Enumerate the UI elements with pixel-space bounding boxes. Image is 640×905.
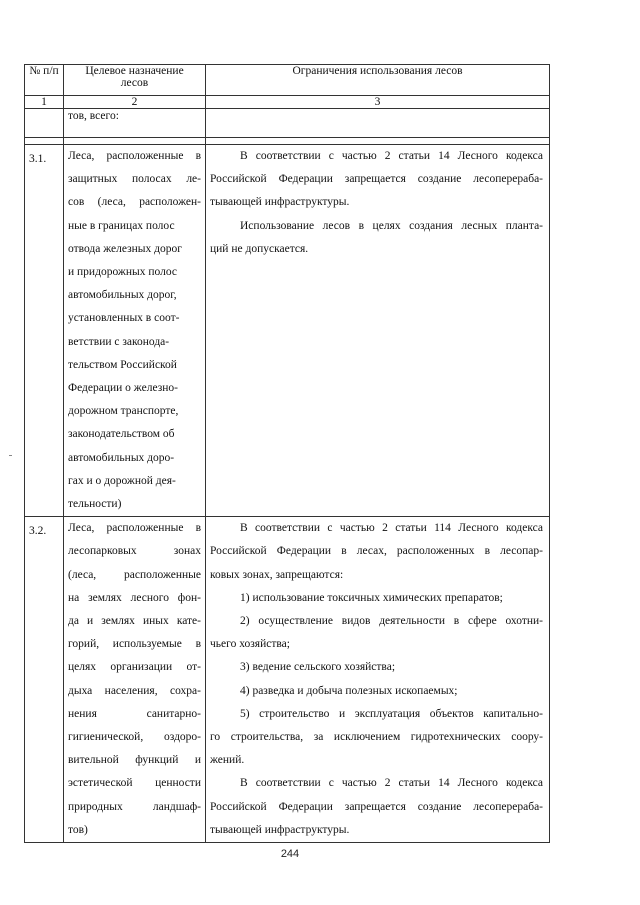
restriction-paragraph — [210, 703, 543, 773]
purpose-line: отвода железных дорог — [68, 242, 182, 255]
restriction-line: жений. — [210, 754, 245, 767]
purpose-line: установленных в соот- — [68, 312, 180, 325]
purpose-line: нения санитарно- — [68, 707, 201, 720]
purpose-line: лесопарковых зонах — [68, 545, 201, 558]
continuation-purpose-cell — [64, 109, 206, 138]
purpose-line: дыха населения, сохра- — [68, 684, 201, 697]
purpose-line: сов (леса, расположен- — [68, 196, 201, 209]
restriction-paragraph — [210, 215, 543, 261]
purpose-line: природных ландшаф- — [68, 800, 201, 813]
purpose-line: Леса, расположенные в — [68, 150, 201, 162]
col-number-2: 2 — [64, 96, 206, 109]
restrictions-table — [24, 64, 550, 843]
forest-purpose-cell — [64, 517, 206, 843]
restrictions-cell — [206, 517, 550, 843]
restriction-paragraph — [210, 517, 543, 587]
purpose-line: автомобильных дорог, — [68, 289, 177, 302]
restriction-line: ций не допускается. — [210, 242, 309, 255]
continuation-restrictions-cell — [206, 109, 550, 138]
purpose-line: гах и о дорожной дея- — [68, 474, 176, 487]
restriction-line: чьего хозяйства; — [210, 638, 290, 651]
restriction-line: тывающей инфраструктуры. — [210, 196, 350, 209]
restriction-line: Российской Федерации запрещается создание лесоперераба- — [210, 173, 543, 186]
purpose-line: ветствии с законода- — [68, 335, 170, 348]
restriction-line: го строительства, за исключением гидротехнических соору- — [210, 731, 543, 744]
restriction-line: тывающей инфраструктуры. — [210, 823, 350, 836]
header-number-cell — [25, 65, 64, 96]
restriction-line: В соответствии с частью 2 статьи 14 Лесного кодекса — [240, 150, 543, 162]
purpose-line: ные в границах полос — [68, 219, 175, 232]
purpose-line: вительной функций и — [68, 754, 201, 767]
purpose-line: тов) — [68, 823, 88, 836]
restriction-paragraph — [210, 610, 543, 656]
header-col3-label: Ограничения использования лесов — [292, 65, 463, 77]
restriction-line: 1) использование токсичных химических препаратов; — [240, 591, 503, 604]
restriction-line: Российской Федерации в лесах, расположенных в лесопар- — [210, 545, 543, 558]
purpose-line: защитных полосах ле- — [68, 173, 201, 186]
restriction-paragraph — [210, 656, 543, 679]
restriction-line: 5) строительство и эксплуатация объектов капитально- — [240, 707, 543, 720]
forest-purpose-cell — [64, 145, 206, 517]
purpose-line: да и землях иных кате- — [68, 615, 201, 628]
col-number-3: 3 — [206, 96, 550, 109]
purpose-line: Федерации о железно- — [68, 382, 178, 395]
purpose-line: автомобильных доро- — [68, 451, 175, 464]
page-number: 244 — [280, 848, 300, 860]
purpose-line: (леса, расположенные — [68, 568, 201, 581]
restriction-line: Российской Федерации запрещается создание лесоперераба- — [210, 800, 543, 813]
purpose-line: горий, используемые в — [68, 638, 201, 651]
continuation-text: тов, всего: — [68, 110, 119, 122]
spacer-cell — [64, 138, 206, 145]
header-purpose-cell — [64, 65, 206, 96]
header-col1-label: № п/п — [29, 65, 59, 77]
purpose-line: законодательством об — [68, 428, 175, 441]
purpose-line: на землях лесного фон- — [68, 591, 201, 604]
table-row-3-1 — [25, 145, 550, 517]
continuation-num-cell — [25, 109, 64, 138]
restriction-line: В соответствии с частью 2 статьи 114 Лесного кодекса — [240, 522, 543, 535]
restrictions-cell — [206, 145, 550, 517]
restriction-line: 4) разведка и добыча полезных ископаемых; — [240, 684, 458, 697]
restriction-line: Использование лесов в целях создания лесных планта- — [240, 219, 543, 232]
restriction-paragraph — [210, 587, 543, 610]
spacer-row — [25, 138, 550, 145]
purpose-line: Леса, расположенные в — [68, 522, 201, 535]
restriction-line: 2) осуществление видов деятельности в сфере охотни- — [240, 615, 543, 628]
column-number-row — [25, 96, 550, 109]
purpose-line: целях организации от- — [68, 661, 201, 674]
spacer-cell — [25, 138, 64, 145]
restriction-paragraph — [210, 680, 543, 703]
restriction-line: ковых зонах, запрещаются: — [210, 568, 344, 581]
table-header-row — [25, 65, 550, 96]
header-col2-label: Целевое назначение лесов — [85, 65, 184, 89]
purpose-line: тельности) — [68, 498, 122, 511]
restriction-line: В соответствии с частью 2 статьи 14 Лесного кодекса — [240, 777, 543, 790]
continuation-row — [25, 109, 550, 138]
purpose-line: гигиенической, оздоро- — [68, 731, 201, 744]
header-restrictions-cell — [206, 65, 550, 96]
purpose-line: эстетической ценности — [68, 777, 201, 790]
purpose-line: тельством Российской — [68, 358, 177, 371]
restriction-line: 3) ведение сельского хозяйства; — [240, 661, 396, 674]
row-number: 3.1. — [25, 145, 64, 517]
row-number: 3.2. — [25, 517, 64, 843]
col-number-1: 1 — [25, 96, 64, 109]
restriction-paragraph — [210, 772, 543, 842]
spacer-cell — [206, 138, 550, 145]
restriction-paragraph — [210, 145, 543, 215]
scan-artifact-mark — [9, 455, 12, 456]
purpose-line: дорожном транспорте, — [68, 405, 179, 418]
purpose-line: и придорожных полос — [68, 266, 177, 279]
table-row-3-2 — [25, 517, 550, 843]
